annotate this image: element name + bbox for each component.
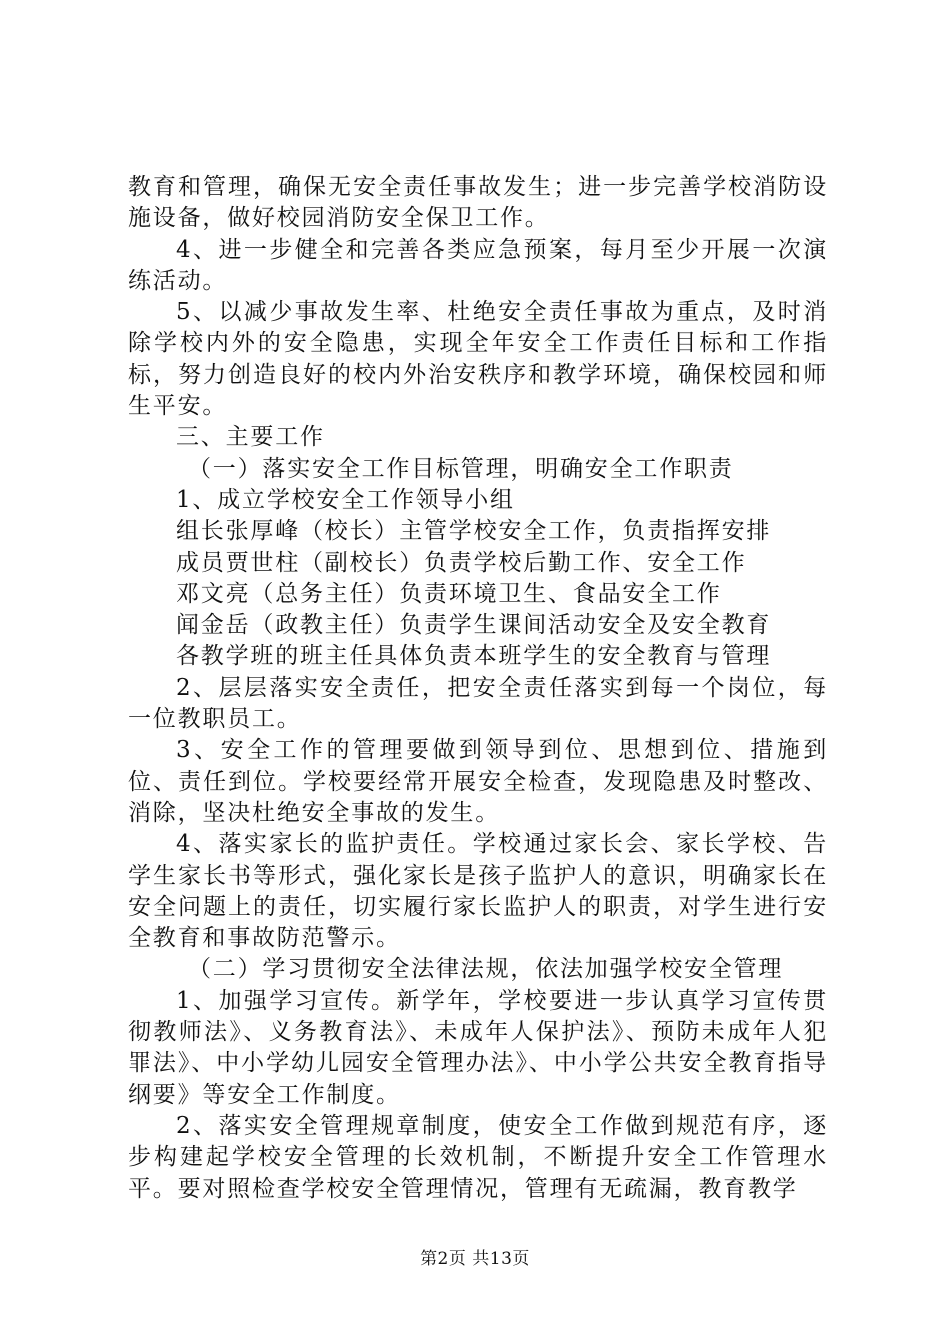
paragraph-item-1-study: 1、加强学习宣传。新学年，学校要进一步认真学习宣传贯彻教师法》、义务教育法》、未成年人保护法》、预防未成年人犯罪法》、中小学幼儿园安全管理办法》、中小学公共安全教育指导纲要》等安全工作制度。: [128, 987, 828, 1108]
roster-line-leader: 组长张厚峰（校长）主管学校安全工作，负责指挥安排: [176, 518, 772, 545]
paragraph-item-3-management: 3、安全工作的管理要做到领导到位、思想到位、措施到位、责任到位。学校要经常开展安全检查，发现隐患及时整改、消除，坚决杜绝安全事故的发生。: [128, 737, 828, 826]
document-body: [128, 172, 828, 1205]
roster-line-general-affairs: 邓文亮（总务主任）负责环境卫生、食品安全工作: [176, 580, 722, 607]
subsection-heading-1: （一）落实安全工作目标管理，明确安全工作职责: [188, 455, 734, 482]
roster-line-class-teachers: 各教学班的班主任具体负责本班学生的安全教育与管理: [176, 643, 772, 670]
paragraph-continuation: 教育和管理，确保无安全责任事故发生；进一步完善学校消防设施设备，做好校园消防安全保卫工作。: [128, 174, 828, 232]
roster-line-political-education: 闻金岳（政教主任）负责学生课间活动安全及安全教育: [176, 612, 772, 639]
paragraph-item-2-regulations: 2、落实安全管理规章制度，使安全工作做到规范有序，逐步构建起学校安全管理的长效机制，不断提升安全工作管理水平。要对照检查学校安全管理情况，管理有无疏漏，教育教学: [128, 1112, 828, 1202]
page-footer: [0, 1244, 950, 1269]
paragraph-item-4-drills: 4、进一步健全和完善各类应急预案，每月至少开展一次演练活动。: [128, 236, 828, 294]
paragraph-item-4-parents: 4、落实家长的监护责任。学校通过家长会、家长学校、告学生家长书等形式，强化家长是孩子监护人的意识，明确家长在安全问题上的责任，切实履行家长监护人的职责，对学生进行安全教育和事故防范警示。: [128, 831, 828, 952]
page-number: 第2页 共13页: [420, 1249, 530, 1269]
subsection-heading-2: （二）学习贯彻安全法律法规，依法加强学校安全管理: [188, 956, 784, 983]
paragraph-leadership-group: 1、成立学校安全工作领导小组: [176, 486, 515, 513]
section-heading-main-work: 三、主要工作: [176, 424, 325, 451]
paragraph-item-5-targets: 5、以减少事故发生率、杜绝安全责任事故为重点，及时消除学校内外的安全隐患，实现全年安全工作责任目标和工作指标，努力创造良好的校内外治安秩序和教学环境，确保校园和师生平安。: [128, 299, 828, 420]
roster-line-member: 成员贾世柱（副校长）负责学校后勤工作、安全工作: [176, 549, 747, 576]
paragraph-item-2-responsibility: 2、层层落实安全责任，把安全责任落实到每一个岗位，每一位教职员工。: [128, 674, 828, 733]
